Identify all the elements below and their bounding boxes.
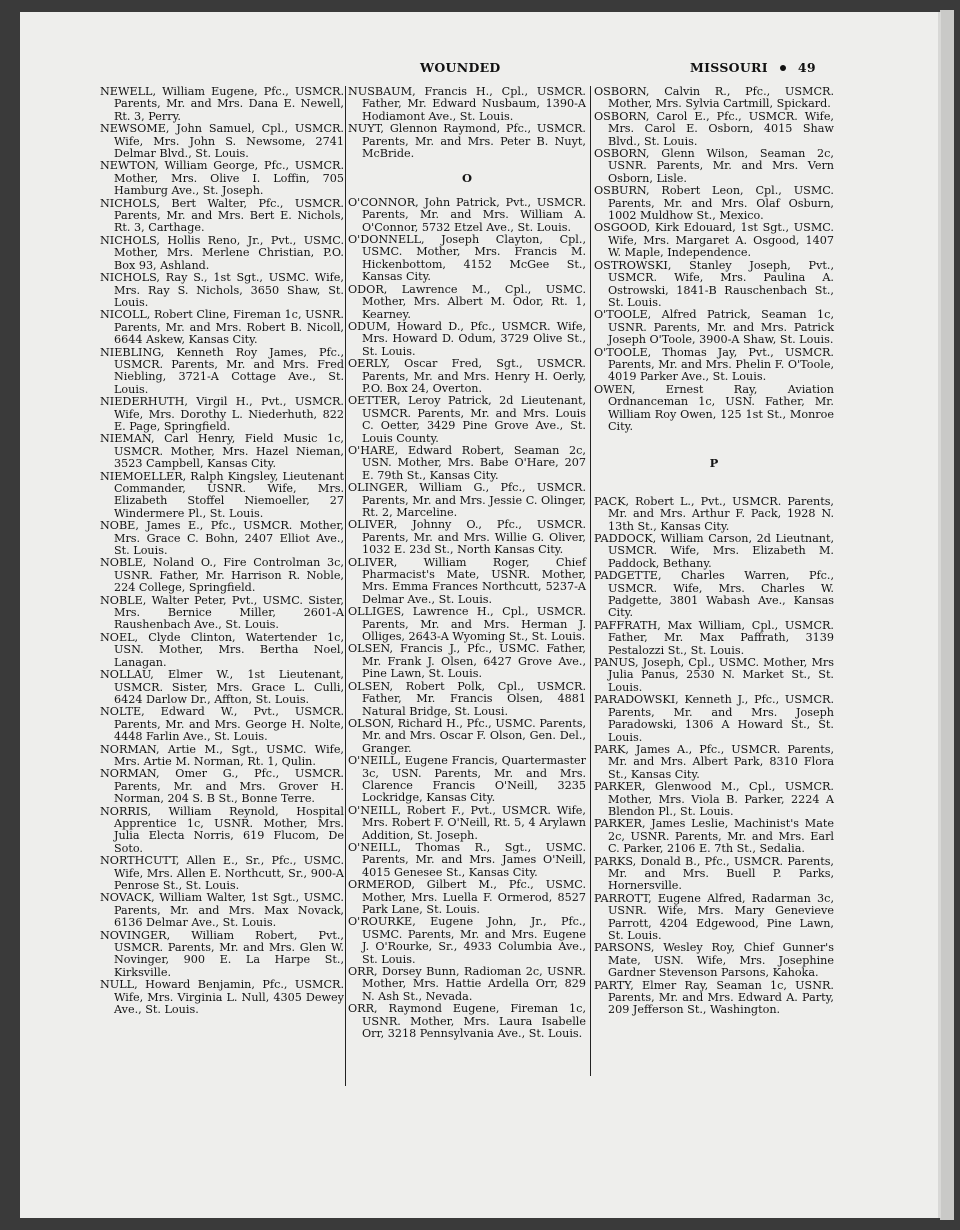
casualty-entry: PARK, James A., Pfc., USMCR. Parents, Mr. and Mrs. Albert Park, 8310 Flora St., Kansas City. [594,742,834,781]
casualty-entry: OWEN, Ernest Ray, Aviation Ordnanceman 1c, USN. Father, Mr. William Roy Owen, 125 1st St., Monroe City. [594,382,834,433]
casualty-entry: NULL, Howard Benjamin, Pfc., USMCR. Wife, Mrs. Virginia L. Null, 4305 Dewey Ave., St. Louis. [100,978,344,1017]
casualty-entry: OLINGER, William G., Pfc., USMCR. Parents, Mr. and Mrs. Jessie C. Olinger, Rt. 2, Marceline. [348,481,586,519]
casualty-entry: PAFFRATH, Max William, Cpl., USMCR. Father, Mr. Max Paffrath, 3139 Pestalozzi St., St. Louis. [594,618,834,657]
casualty-entry: NORMAN, Artie M., Sgt., USMC. Wife, Mrs. Artie M. Norman, Rt. 1, Qulin. [100,742,344,768]
page-number: 49 [797,60,816,75]
casualty-entry: OSBORN, Carol E., Pfc., USMCR. Wife, Mrs. Carol E. Osborn, 4015 Shaw Blvd., St. Louis. [594,109,834,148]
casualty-entry: PACK, Robert L., Pvt., USMCR. Parents, Mr. and Mrs. Arthur F. Pack, 1928 N. 13th St., Kansas City. [594,494,834,533]
casualty-entry: NICHOLS, Hollis Reno, Jr., Pvt., USMC. Mother, Mrs. Merlene Christian, P.O. Box 93, Ashland. [100,233,344,272]
casualty-entry: PARSONS, Wesley Roy, Chief Gunner's Mate, USN. Wife, Mrs. Josephine Gardner Stevenson Parsons, Kahoka. [594,941,834,980]
casualty-entry: ORR, Raymond Eugene, Fireman 1c, USNR. Mother, Mrs. Laura Isabelle Orr, 3218 Pennsylvania Ave., St. Louis. [348,1002,586,1041]
casualty-entry: OLIVER, Johnny O., Pfc., USMCR. Parents, Mr. and Mrs. Willie G. Oliver, 1032 E. 23d St., North Kansas City. [348,518,586,557]
casualty-entry: NIEDERHUTH, Virgil H., Pvt., USMCR. Wife, Mrs. Dorothy L. Niederhuth, 822 E. Page, Springfield. [100,395,344,433]
casualty-entry: ODOR, Lawrence M., Cpl., USMC. Mother, Mrs. Albert M. Odor, Rt. 1, Kearney. [348,282,586,321]
casualty-entry: PANUS, Joseph, Cpl., USMC. Mother, Mrs Julia Panus, 2530 N. Market St., St. Louis. [594,656,834,694]
casualty-entry: NUSBAUM, Francis H., Cpl., USMCR. Father, Mr. Edward Nusbaum, 1390-A Hodiamont Ave., St. Louis. [348,85,586,123]
casualty-entry: ORMEROD, Gilbert M., Pfc., USMC. Mother, Mrs. Luella F. Ormerod, 8527 Park Lane, St. Louis. [348,878,586,916]
section-header-wounded: WOUNDED [420,60,501,75]
casualty-entry: O'HARE, Edward Robert, Seaman 2c, USN. Mother, Mrs. Babe O'Hare, 207 E. 79th St., Kansas City. [348,443,586,482]
casualty-entry: OLSEN, Francis J., Pfc., USMC. Father, Mr. Frank J. Olsen, 6427 Grove Ave., Pine Lawn, St. Louis. [348,642,586,681]
column-rule-1 [345,86,346,1086]
casualty-entry: OLSON, Richard H., Pfc., USMC. Parents, Mr. and Mrs. Oscar F. Olson, Gen. Del., Granger. [348,716,586,755]
column-2-top-entries [348,86,586,160]
casualty-entry: NOBE, James E., Pfc., USMCR. Mother, Mrs. Grace C. Bohn, 2407 Elliot Ave., St. Louis. [100,519,344,558]
casualty-entry: O'DONNELL, Joseph Clayton, Cpl., USMC. Mother, Mrs. Francis M. Hickenbottom, 4152 McGee St., Kansas City. [348,233,586,284]
running-head [690,60,816,75]
casualty-entry: PADDOCK, William Carson, 2d Lieutnant, USMCR. Wife, Mrs. Elizabeth M. Paddock, Bethany. [594,532,834,570]
column-2-entries [348,197,586,1041]
casualty-entry: NOBLE, Walter Peter, Pvt., USMC. Sister, Mrs. Bernice Miller, 2601-A Raushenbach Ave., St. Louis. [100,593,344,632]
casualty-entry: PADGETTE, Charles Warren, Pfc., USMCR. Wife, Mrs. Charles W. Padgette, 3801 Wabash Ave., Kansas City. [594,569,834,620]
casualty-entry: OLSEN, Robert Polk, Cpl., USMCR. Father, Mr. Francis Olsen, 4881 Natural Bridge, St. Lousi. [348,679,586,718]
casualty-entry: OETTER, Leroy Patrick, 2d Lieutenant, USMCR. Parents, Mr. and Mrs. Louis C. Oetter, 3429 Pine Grove Ave., St. Louis County. [348,394,586,445]
casualty-entry: NOVINGER, William Robert, Pvt., USMCR. Parents, Mr. and Mrs. Glen W. Novinger, 900 E. La Harpe St., Kirksville. [100,928,344,979]
casualty-entry: PARROTT, Eugene Alfred, Radarman 3c, USNR. Wife, Mrs. Mary Genevieve Parrott, 4204 Edgewood, Pine Lawn, St. Louis. [594,891,834,942]
casualty-entry: NICHOLS, Bert Walter, Pfc., USMCR. Parents, Mr. and Mrs. Bert E. Nichols, Rt. 3, Carthage. [100,196,344,235]
casualty-entry: PARKER, Glenwood M., Cpl., USMCR. Mother, Mrs. Viola B. Parker, 2224 A Blendon Pl., St. Louis. [594,780,834,818]
casualty-entry: NOLTE, Edward W., Pvt., USMCR. Parents, Mr. and Mrs. George H. Nolte, 4448 Farlin Ave., St. Louis. [100,705,344,744]
casualty-entry: NOVACK, William Walter, 1st Sgt., USMC. Parents, Mr. and Mrs. Max Novack, 6136 Delmar Ave., St. Louis. [100,891,344,930]
casualty-entry: PARADOWSKI, Kenneth J., Pfc., USMCR. Parents, Mr. and Mrs. Joseph Paradowski, 1306 A Howard St., St. Louis. [594,693,834,744]
casualty-entry: NICHOLS, Ray S., 1st Sgt., USMC. Wife, Mrs. Ray S. Nichols, 3650 Shaw, St. Louis. [100,271,344,309]
casualty-entry: NORTHCUTT, Allen E., Sr., Pfc., USMC. Wife, Mrs. Allen E. Northcutt, Sr., 900-A Penrose St., St. Louis. [100,854,344,892]
casualty-entry: PARTY, Elmer Ray, Seaman 1c, USNR. Parents, Mr. and Mrs. Edward A. Party, 209 Jefferson St., Washington. [594,978,834,1017]
casualty-entry: OSBURN, Robert Leon, Cpl., USMC. Parents, Mr. and Mrs. Olaf Osburn, 1002 Muldhow St., Mexico. [594,184,834,223]
casualty-entry: OSGOOD, Kirk Edouard, 1st Sgt., USMC. Wife, Mrs. Margaret A. Osgood, 1407 W. Maple, Independence. [594,221,834,260]
casualty-entry: NORMAN, Omer G., Pfc., USMCR. Parents, Mr. and Mrs. Grover H. Norman, 204 S. B St., Bonne Terre. [100,767,344,806]
column-1 [100,86,344,1016]
casualty-entry: O'TOOLE, Thomas Jay, Pvt., USMCR. Parents, Mr. and Mrs. Phelin F. O'Toole, 4019 Parker Ave., St. Louis. [594,345,834,384]
casualty-entry: O'NEILL, Robert F., Pvt., USMCR. Wife, Mrs. Robert F. O'Neill, Rt. 5, 4 Arylawn Addition, St. Joseph. [348,803,586,842]
casualty-entry: OLIVER, William Roger, Chief Pharmacist's Mate, USNR. Mother, Mrs. Emma Frances Northcutt, 5237-A Delmar Ave., St. Louis. [348,555,586,606]
casualty-entry: OLLIGES, Lawrence H., Cpl., USMCR. Parents, Mr. and Mrs. Herman J. Olliges, 2643-A Wyoming St., St. Louis. [348,605,586,644]
section-letter-o: O [461,171,473,186]
casualty-entry: NICOLL, Robert Cline, Fireman 1c, USNR. Parents, Mr. and Mrs. Robert B. Nicoll, 6644 Askew, Kansas City. [100,308,344,347]
casualty-entry: ORR, Dorsey Bunn, Radioman 2c, USNR. Mother, Mrs. Hattie Ardella Orr, 829 N. Ash St., Nevada. [348,965,586,1003]
casualty-entry: OSBORN, Calvin R., Pfc., USMCR. Mother, Mrs. Sylvia Cartmill, Spickard. [594,85,834,111]
casualty-entry: NIEMOELLER, Ralph Kingsley, Lieutenant Commander, USNR. Wife, Mrs. Elizabeth Stoffel Niemoeller, 27 Windermere Pl., St. Louis. [100,469,344,520]
casualty-entry: NORRIS, William Reynold, Hospital Apprentice 1c, USNR. Mother, Mrs. Julia Electa Norris, 619 Flucom, De Soto. [100,804,344,855]
casualty-entry: NEWTON, William George, Pfc., USMCR. Mother, Mrs. Olive I. Loffin, 705 Hamburg Ave., St. Joseph. [100,159,344,198]
casualty-entry: O'TOOLE, Alfred Patrick, Seaman 1c, USNR. Parents, Mr. and Mrs. Patrick Joseph O'Toole, 3900-A Shaw, St. Louis. [594,308,834,347]
casualty-entry: NUYT, Glennon Raymond, Pfc., USMCR. Parents, Mr. and Mrs. Peter B. Nuyt, McBride. [348,122,586,161]
casualty-entry: OSTROWSKI, Stanley Joseph, Pvt., USMCR. Wife, Mrs. Paulina A. Ostrowski, 1841-B Rauschenbach St., St. Louis. [594,258,834,309]
casualty-entry: NIEMAN, Carl Henry, Field Music 1c, USMCR. Mother, Mrs. Hazel Nieman, 3523 Campbell, Kansas City. [100,432,344,471]
column-3-top-entries [594,86,834,433]
state-name: MISSOURI [690,60,768,75]
bullet-separator [780,65,786,71]
column-3-entries [594,496,834,1017]
casualty-entry: PARKS, Donald B., Pfc., USMCR. Parents, Mr. and Mrs. Buell P. Parks, Hornersville. [594,854,834,893]
casualty-entry: NOLLAU, Elmer W., 1st Lieutenant, USMCR. Sister, Mrs. Grace L. Culli, 6424 Darlow Dr., Affton, St. Louis. [100,668,344,706]
column-2 [348,86,586,1040]
casualty-entry: OSBORN, Glenn Wilson, Seaman 2c, USNR. Parents, Mr. and Mrs. Vern Osborn, Lisle. [594,147,834,185]
casualty-entry: NEWSOME, John Samuel, Cpl., USMCR. Wife, Mrs. John S. Newsome, 2741 Delmar Blvd., St. Louis. [100,122,344,161]
casualty-entry: O'CONNOR, John Patrick, Pvt., USMCR. Parents, Mr. and Mrs. William A. O'Connor, 5732 Etzel Ave., St. Louis. [348,195,586,234]
casualty-entry: O'NEILL, Thomas R., Sgt., USMC. Parents, Mr. and Mrs. James O'Neill, 4015 Genesee St., Kansas City. [348,840,586,879]
column-rule-2 [590,86,591,1076]
casualty-entry: NOBLE, Noland O., Fire Controlman 3c, USNR. Father, Mr. Harrison R. Noble, 224 College, Springfield. [100,556,344,595]
casualty-entry: NEWELL, William Eugene, Pfc., USMCR. Parents, Mr. and Mrs. Dana E. Newell, Rt. 3, Perry. [100,85,344,123]
section-letter-p: P [709,456,719,471]
casualty-entry: ODUM, Howard D., Pfc., USMCR. Wife, Mrs. Howard D. Odum, 3729 Olive St., St. Louis. [348,319,586,358]
column-3 [594,86,834,1017]
casualty-entry: NOEL, Clyde Clinton, Watertender 1c, USN. Mother, Mrs. Bertha Noel, Lanagan. [100,630,344,669]
casualty-entry: O'ROURKE, Eugene John, Jr., Pfc., USMC. Parents, Mr. and Mrs. Eugene J. O'Rourke, Sr., 4933 Columbia Ave., St. Louis. [348,915,586,966]
casualty-entry: NIEBLING, Kenneth Roy James, Pfc., USMCR. Parents, Mr. and Mrs. Fred Niebling, 3721-A Cottage Ave., St. Louis. [100,345,344,396]
casualty-entry: O'NEILL, Eugene Francis, Quartermaster 3c, USN. Parents, Mr. and Mrs. Clarence Francis O'Neill, 3235 Lockridge, Kansas City. [348,754,586,805]
casualty-entry: PARKER, James Leslie, Machinist's Mate 2c, USNR. Parents, Mr. and Mrs. Earl C. Parker, 2106 E. 7th St., Sedalia. [594,817,834,856]
casualty-entry: OERLY, Oscar Fred, Sgt., USMCR. Parents, Mr. and Mrs. Henry H. Oerly, P.O. Box 24, Overton. [348,357,586,395]
page-stack-edge [940,10,954,1220]
